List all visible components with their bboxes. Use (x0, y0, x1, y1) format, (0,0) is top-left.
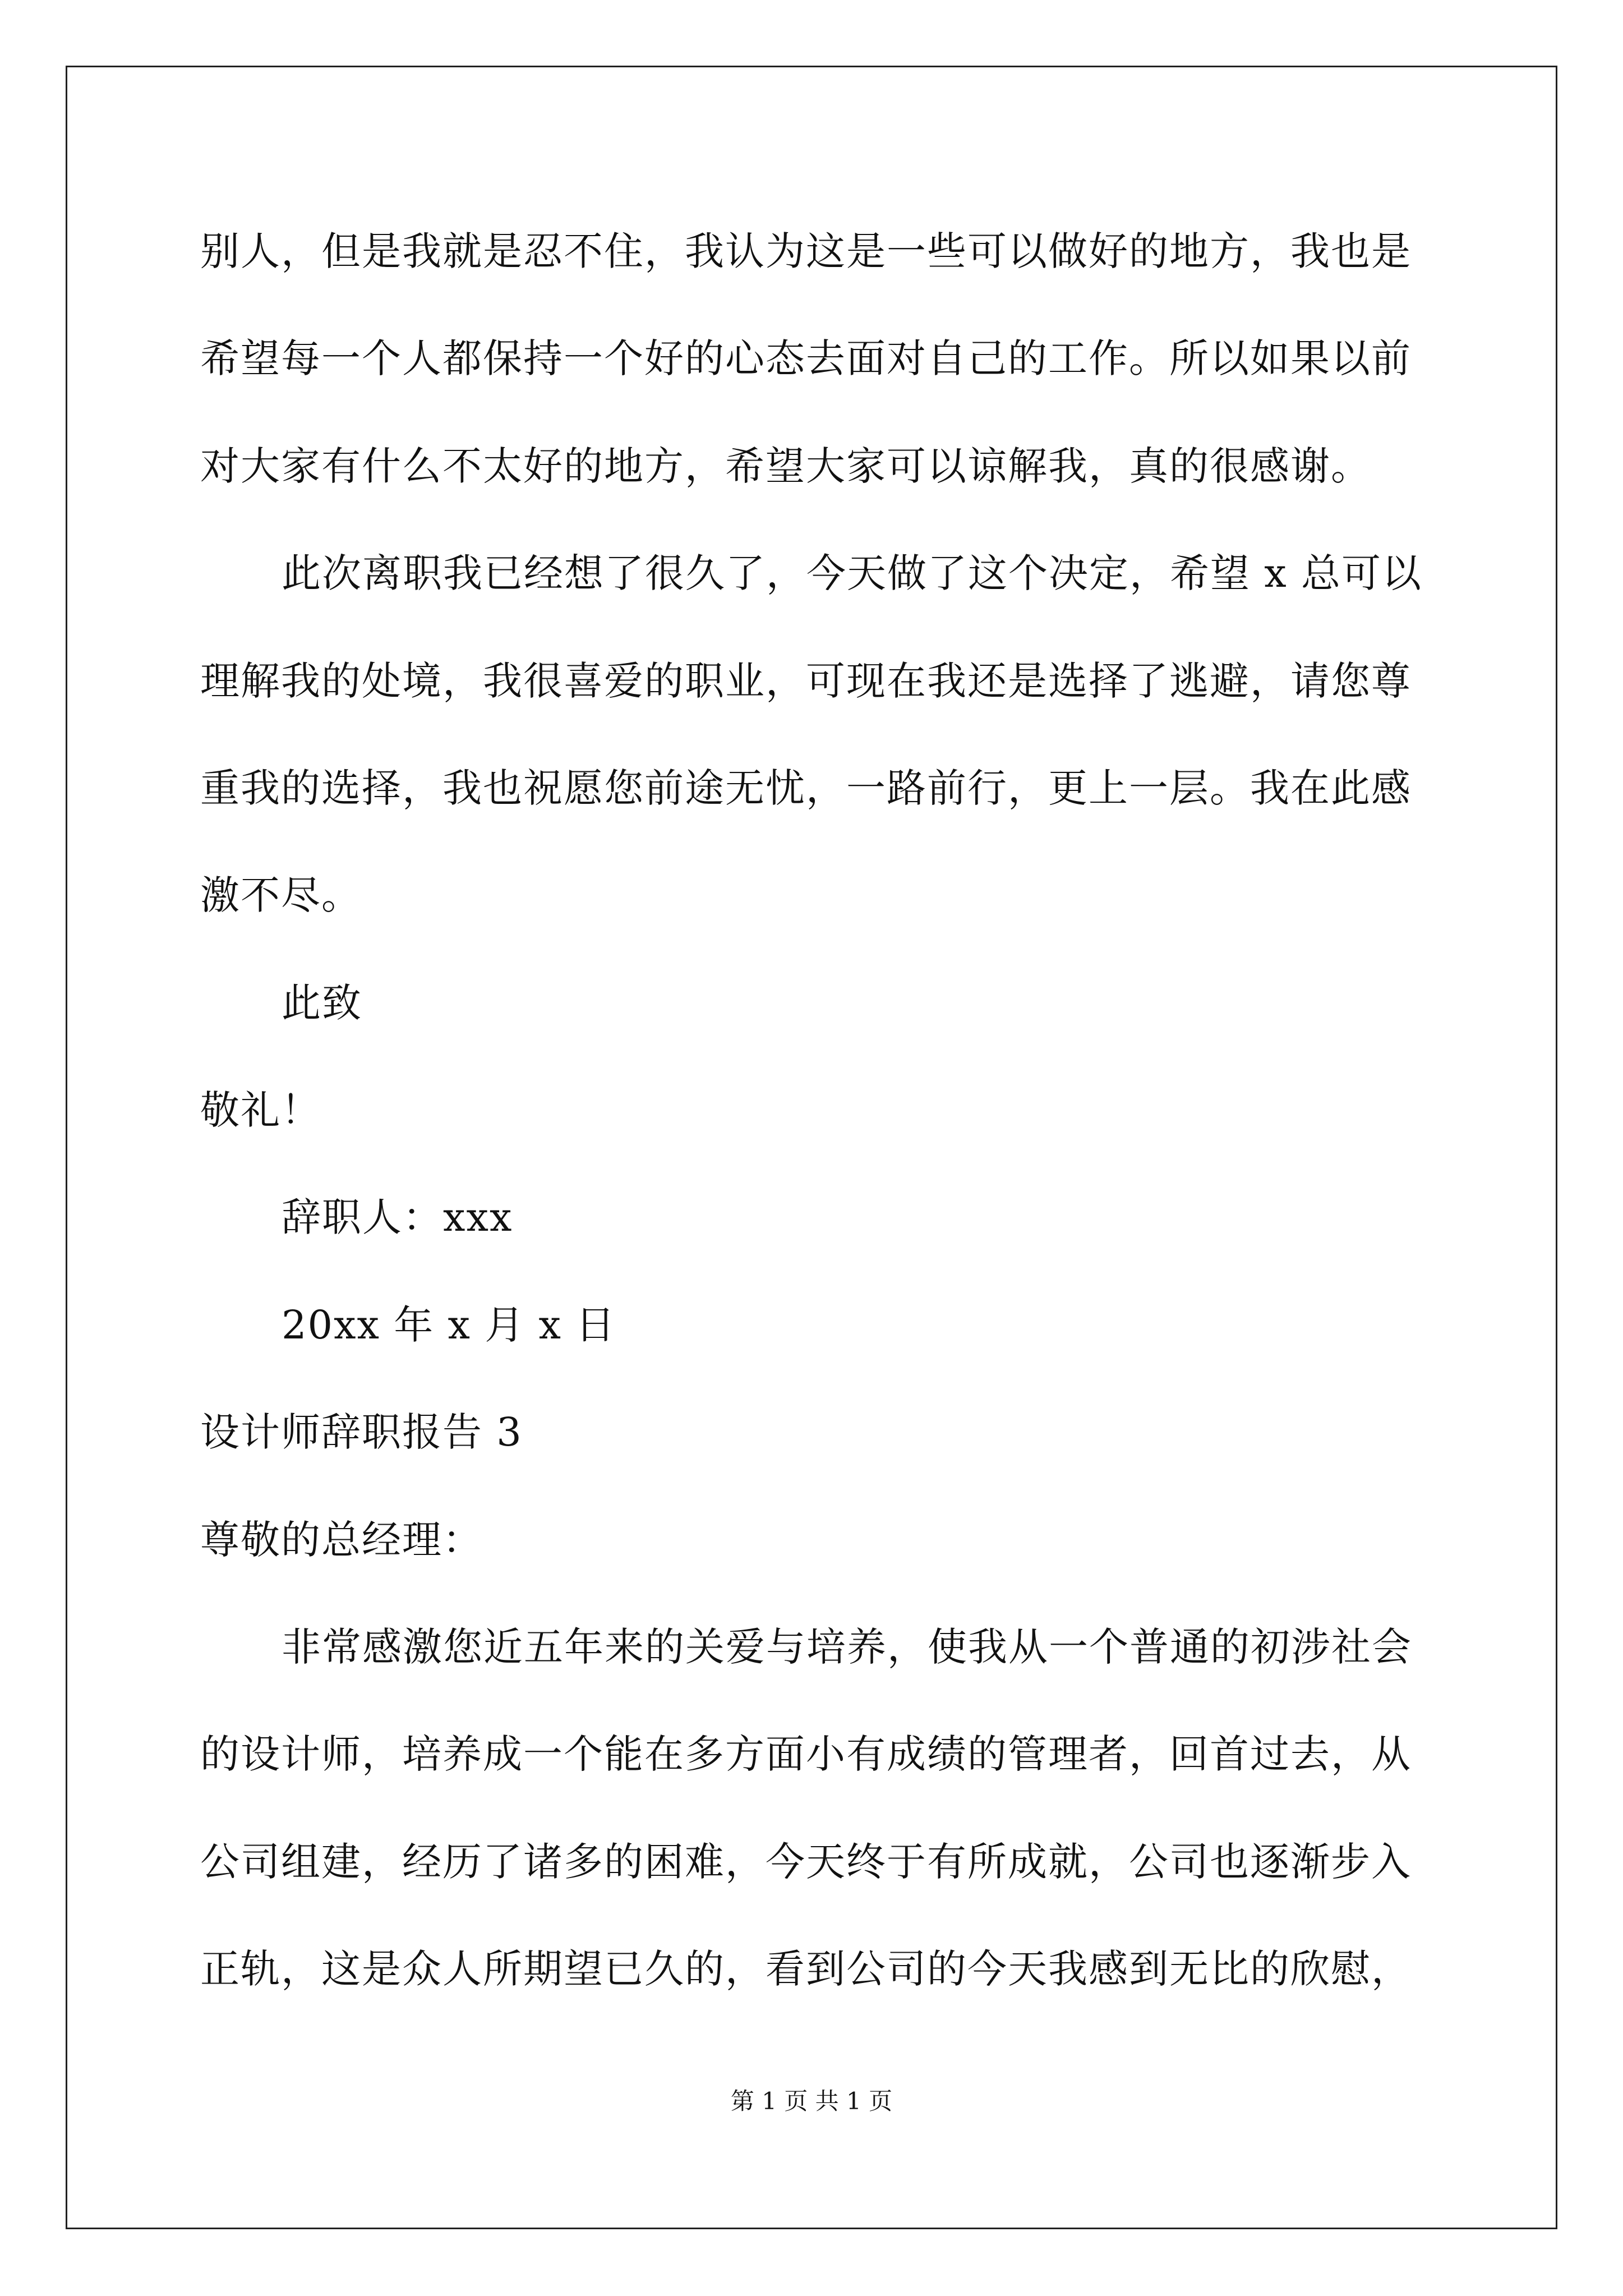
body-text-line: 重我的选择，我也祝愿您前途无忧，一路前行，更上一层。我在此感 (200, 765, 1412, 811)
signature-line: 辞职人：xxx (282, 1194, 513, 1240)
body-text-line: 对大家有什么不太好的地方，希望大家可以谅解我，真的很感谢。 (200, 443, 1371, 489)
page-footer: 第 1 页 共 1 页 (730, 2087, 893, 2115)
body-text-line: 的设计师，培养成一个能在多方面小有成绩的管理者，回首过去，从 (200, 1731, 1412, 1777)
body-text-line: 此次离职我已经想了很久了，今天做了这个决定，希望 x 总可以 (282, 550, 1422, 596)
closing-phrase: 此致 (282, 980, 362, 1026)
body-text-line: 理解我的处境，我很喜爱的职业，可现在我还是选择了逃避，请您尊 (200, 658, 1412, 704)
section-title: 设计师辞职报告 3 (200, 1409, 523, 1455)
body-text-line: 别人，但是我就是忍不住，我认为这是一些可以做好的地方，我也是 (200, 228, 1412, 274)
page-border (66, 66, 1557, 2229)
date-line: 20xx 年 x 月 x 日 (282, 1302, 616, 1348)
salutation: 尊敬的总经理： (200, 1517, 483, 1563)
body-text-line: 公司组建，经历了诸多的困难，今天终于有所成就，公司也逐渐步入 (200, 1839, 1412, 1885)
body-text-line: 希望每一个人都保持一个好的心态去面对自己的工作。所以如果以前 (200, 335, 1412, 381)
body-text-line: 正轨，这是众人所期望已久的，看到公司的今天我感到无比的欣慰， (200, 1946, 1412, 1992)
body-text-line: 非常感激您近五年来的关爱与培养，使我从一个普通的初涉社会 (282, 1624, 1412, 1670)
body-text-line: 激不尽。 (200, 872, 362, 918)
salutation-closing: 敬礼！ (200, 1087, 321, 1133)
